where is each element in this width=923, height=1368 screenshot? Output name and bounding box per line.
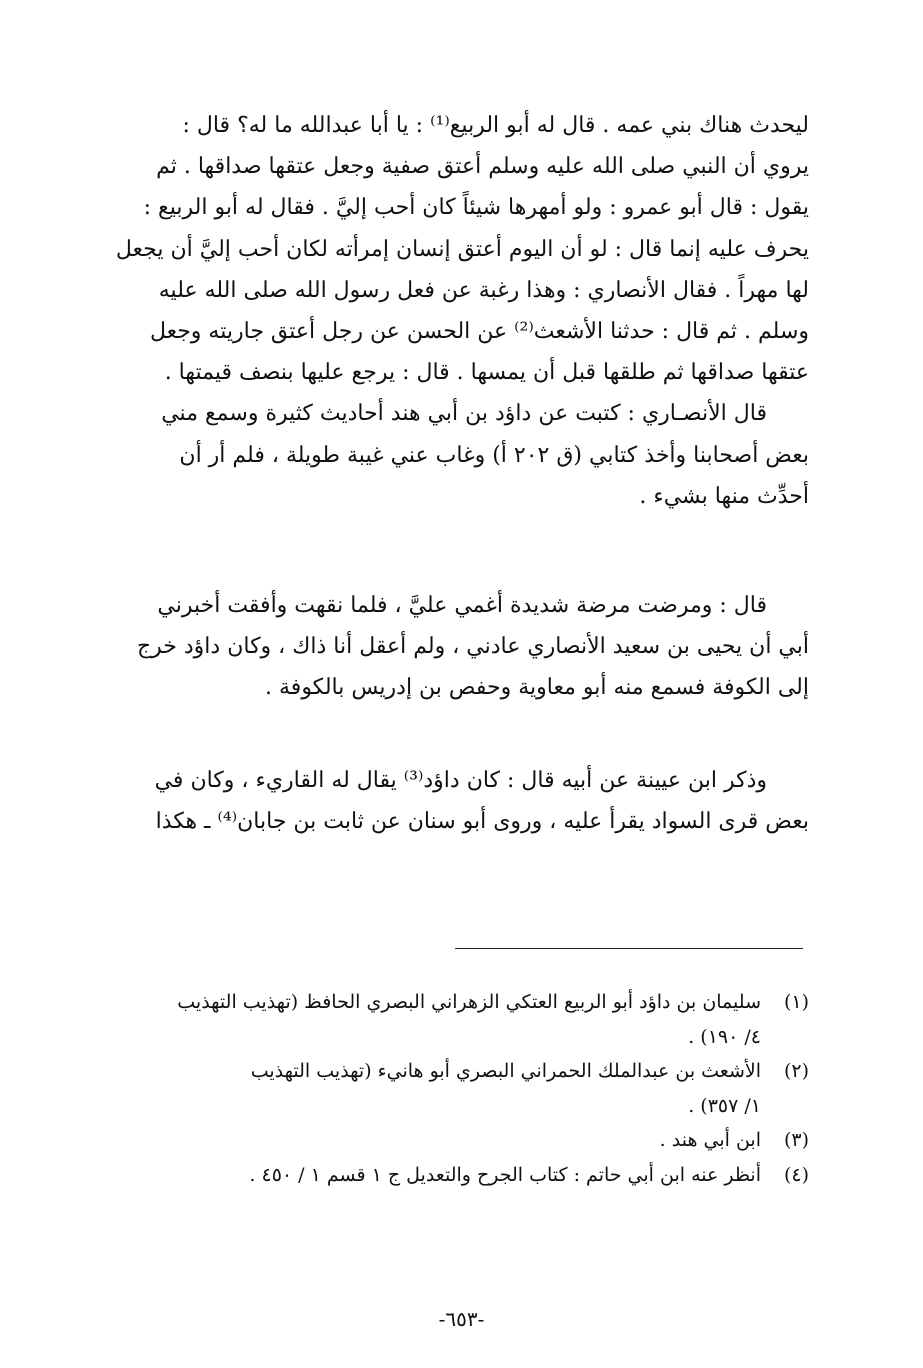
footnote-text	[105, 1123, 761, 1158]
footnote-line: ١/ ٣٥٧) .	[688, 1094, 761, 1117]
main-text-block-3	[105, 760, 809, 842]
footnote-line: ابن أبي هند .	[659, 1129, 761, 1151]
text-line: عتقها صداقها ثم طلقها قبل أن يمسها . قال : يرجع عليها بنصف قيمتها .	[164, 360, 809, 386]
text-line: إلى الكوفة فسمع منه أبو معاوية وحفص بن إدريس بالكوفة .	[265, 675, 809, 701]
footnote-2	[105, 1054, 809, 1123]
footnote-line: أنظر عنه ابن أبي حاتم : كتاب الجرح والتعديل ج ١ قسم ١ / ٤٥٠ .	[249, 1163, 761, 1186]
text-line: يحرف عليه إنما قال : لو أن اليوم أعتق إنسان إمرأته لكان أحب إليَّ أن يجعل	[115, 236, 809, 262]
text-line: بعض قرى السواد يقرأ عليه ، وروى أبو سنان عن ثابت بن جابان⁽⁴⁾ ـ هكذا	[155, 809, 809, 835]
text-line: يقول : قال أبو عمرو : ولو أمهرها شيئاً كان أحب إليَّ . فقال له أبو الربيع :	[143, 195, 809, 221]
text-line: بعض أصحابنا وأخذ كتابي (ق ٢٠٢ أ) وغاب عني غيبة طويلة ، فلم أر أن	[179, 442, 809, 468]
main-text-block-2	[105, 585, 809, 709]
footnote-text	[105, 985, 761, 1054]
text-line: لها مهراً . فقال الأنصاري : وهذا رغبة عن فعل رسول الله صلى الله عليه	[158, 277, 809, 303]
text-line: يروي أن النبي صلى الله عليه وسلم أعتق صفية وجعل عتقها صداقها . ثم	[156, 154, 809, 180]
footnote-text	[105, 1158, 761, 1193]
footnote-number: (١)	[783, 991, 809, 1013]
text-line: ليحدث هناك بني عمه . قال له أبو الربيع⁽¹⁾ : يا أبا عبدالله ما له؟ قال :	[182, 113, 809, 138]
footnote-text	[105, 1054, 761, 1123]
main-text-block-1	[105, 105, 809, 517]
footnote-3	[105, 1123, 809, 1158]
text-line: وذكر ابن عيينة عن أبيه قال : كان داؤد⁽³⁾ يقال له القاريء ، وكان في	[154, 768, 767, 793]
footnote-line: سليمان بن داؤد أبو الربيع العتكي الزهراني البصري الحافظ (تهذيب التهذيب	[177, 991, 761, 1013]
page-number: -٦٥٣-	[438, 1307, 485, 1331]
footnote-number: (٣)	[783, 1129, 809, 1151]
text-line: قال الأنصـاري : كتبت عن داؤد بن أبي هند أحاديث كثيرة وسمع مني	[161, 401, 767, 427]
text-line: وسلم . ثم قال : حدثنا الأشعث⁽²⁾ عن الحسن عن رجل أعتق جاريته وجعل	[149, 319, 809, 345]
footnote-separator	[455, 948, 803, 949]
footnote-1	[105, 985, 809, 1054]
footnotes	[105, 985, 809, 1192]
footnote-line: الأشعث بن عبدالملك الحمراني البصري أبو هانيء (تهذيب التهذيب	[250, 1060, 761, 1082]
footnote-number: (٤)	[783, 1163, 809, 1186]
footnote-number: (٢)	[783, 1060, 809, 1082]
text-line: أحدِّث منها بشيء .	[639, 483, 809, 509]
footnote-line: ٤/ ١٩٠) .	[688, 1025, 761, 1048]
text-line: قال : ومرضت مرضة شديدة أغمي عليَّ ، فلما نقهت وأفقت أخبرني	[157, 593, 767, 618]
footnote-4	[105, 1158, 809, 1193]
text-line: أبي أن يحيى بن سعيد الأنصاري عادني ، ولم أعقل أنا ذاك ، وكان داؤد خرج	[136, 634, 809, 660]
